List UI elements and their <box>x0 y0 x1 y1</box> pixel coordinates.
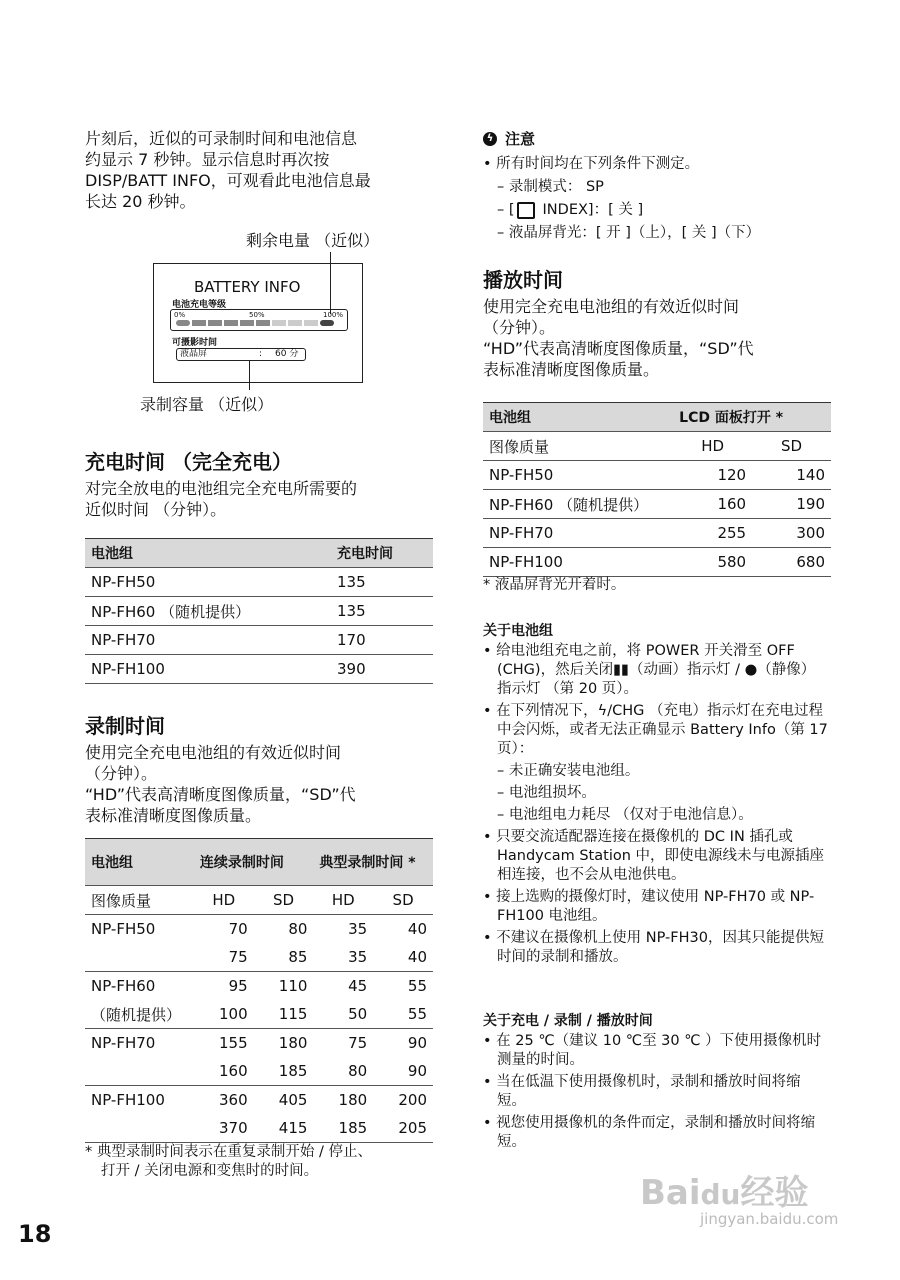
list-item <box>483 199 760 222</box>
quality-cell: 图像质量 <box>85 886 194 915</box>
time-cell: 190 <box>752 490 831 519</box>
col-header: 典型录制时间 * <box>313 839 433 886</box>
about-battery-heading: 关于电池组 <box>483 623 553 639</box>
desc-line: （分钟）。 <box>85 764 158 783</box>
col-header: 电池组 <box>85 539 331 568</box>
table-row <box>483 461 831 490</box>
table-row <box>85 943 433 972</box>
face-index-icon <box>517 202 535 219</box>
time-cell: 115 <box>254 1000 314 1029</box>
battery-cell <box>85 1057 194 1086</box>
list-item: – 液晶屏背光：[ 开 ]（上），[ 关 ]（下） <box>497 225 761 241</box>
caution-title <box>483 128 535 149</box>
desc-line: 使用完全充电电池组的有效近似时间 <box>483 297 740 316</box>
battery-cell: NP-FH100 <box>91 1091 165 1109</box>
time-cell: 180 <box>338 1091 368 1109</box>
time-cell: 405 <box>278 1091 308 1109</box>
charge-time-cell: 135 <box>331 597 433 626</box>
about-times-list <box>483 1032 828 1155</box>
list-item: • 只要交流适配器连接在摄像机的 DC IN 插孔或 Handycam Station 中，即使电源线未与电源插座相连接，也不会从电池供电。 <box>483 829 825 883</box>
playback-desc <box>483 296 754 380</box>
table-row <box>85 1057 433 1086</box>
time-cell: 580 <box>673 548 752 577</box>
desc-line: 近似时间 （分钟）。 <box>85 500 227 519</box>
list-item: – 电池组电力耗尽 （仅对于电池信息）。 <box>497 807 753 823</box>
time-cell: 90 <box>373 1057 433 1086</box>
time-cell: 35 <box>348 920 368 938</box>
battery-cell: （随机提供） <box>85 1000 194 1029</box>
battery-cell: NP-FH60 （随机提供） <box>85 597 331 626</box>
list-item: • 给电池组充电之前，将 POWER 开关滑至 OFF (CHG)，然后关闭▮▮（动画）指示灯 / ●（静像）指示灯 （第 20 页）。 <box>483 643 816 697</box>
desc-line: 表标准清晰度图像质量。 <box>483 360 660 379</box>
time-cell: 180 <box>278 1034 308 1052</box>
charge-segment <box>320 320 334 326</box>
watermark-url: jingyan.baidu.com <box>700 1210 839 1228</box>
time-cell: 50 <box>313 1000 373 1029</box>
page-number: 18 <box>18 1220 52 1248</box>
time-cell: 90 <box>407 1034 427 1052</box>
list-item: • 所有时间均在下列条件下测定。 <box>483 156 700 172</box>
col-header: 电池组 <box>85 839 194 886</box>
quality-cell: HD <box>673 432 752 461</box>
charge-segment <box>240 320 254 326</box>
caution-label: 注意 <box>505 130 536 148</box>
playback-time-table <box>483 402 831 577</box>
col-header: 电池组 <box>483 403 673 432</box>
time-cell: 95 <box>228 977 248 995</box>
list-item: • 在 25 ℃（建议 10 ℃至 30 ℃ ）下使用摄像机时测量的时间。 <box>483 1033 822 1068</box>
battery-cell: NP-FH100 <box>85 655 331 684</box>
desc-line: 对完全放电的电池组完全充电所需要的 <box>85 479 358 498</box>
record-footnote <box>85 1143 372 1181</box>
text: – [ <box>497 202 515 218</box>
time-cell: 35 <box>313 943 373 972</box>
col-header: LCD 面板打开 * <box>673 403 831 432</box>
list-item: • 不建议在摄像机上使用 NP-FH30，因其只能提供短时间的录制和播放。 <box>483 930 824 965</box>
quality-cell: HD <box>313 886 373 915</box>
table-row <box>85 1114 433 1143</box>
charge-segment <box>288 320 302 326</box>
desc-line: （分钟）。 <box>483 318 556 337</box>
time-cell: 40 <box>373 943 433 972</box>
quality-cell: 图像质量 <box>483 432 673 461</box>
tick-100: 100% <box>323 311 344 319</box>
charge-desc <box>85 478 357 520</box>
record-time-table <box>85 838 433 1143</box>
charge-time-table <box>85 538 433 684</box>
list-item: – 录制模式： SP <box>497 179 604 195</box>
charge-segments <box>176 320 334 326</box>
time-cell: 100 <box>194 1000 254 1029</box>
time-cell: 185 <box>313 1114 373 1143</box>
table-row <box>85 597 433 626</box>
playback-footnote: * 液晶屏背光开着时。 <box>483 577 626 593</box>
rec-time-label: 可摄影时间 <box>172 338 218 348</box>
charge-level-bar <box>170 309 348 331</box>
charge-time-cell: 390 <box>331 655 433 684</box>
intro-line: 长达 20 秒钟。 <box>85 192 196 211</box>
charge-time-cell: 170 <box>331 626 433 655</box>
battery-cell <box>85 1114 194 1143</box>
table-row <box>85 915 433 944</box>
table-row <box>85 655 433 684</box>
desc-line: 使用完全充电电池组的有效近似时间 <box>85 743 342 762</box>
desc-line: 表标准清晰度图像质量。 <box>85 806 262 825</box>
label-capacity: 录制容量 （近似） <box>140 395 274 414</box>
callout-line <box>249 360 250 390</box>
battery-info-title: BATTERY INFO <box>194 278 301 296</box>
battery-info-screen <box>153 263 363 383</box>
tick-50: 50% <box>249 311 265 319</box>
charge-level-label: 电池充电等级 <box>172 300 227 310</box>
list-item: – 未正确安装电池组。 <box>497 763 640 779</box>
time-cell: 300 <box>752 519 831 548</box>
time-cell: 160 <box>673 490 752 519</box>
watermark-logo: Baidu经验 <box>640 1173 809 1213</box>
time-cell: 75 <box>348 1034 368 1052</box>
battery-cell: NP-FH50 <box>85 568 331 597</box>
charge-segment <box>256 320 270 326</box>
time-cell: 80 <box>313 1057 373 1086</box>
time-cell: 160 <box>194 1057 254 1086</box>
battery-cell: NP-FH60 <box>91 977 156 995</box>
time-cell: 155 <box>219 1034 248 1052</box>
quality-row <box>85 886 433 915</box>
time-cell: 415 <box>254 1114 314 1143</box>
time-cell: 370 <box>194 1114 254 1143</box>
table-row <box>85 1000 433 1029</box>
battery-cell: NP-FH70 <box>483 519 673 548</box>
time-cell: 680 <box>752 548 831 577</box>
quality-cell: HD <box>194 886 254 915</box>
battery-cell: NP-FH50 <box>91 920 156 938</box>
text: INDEX]：[ 关 ] <box>542 202 644 218</box>
col-header: 连续录制时间 <box>194 839 314 886</box>
table-row <box>85 972 433 1001</box>
charge-segment <box>208 320 222 326</box>
list-item: – 电池组损坏。 <box>497 785 596 801</box>
list-item: • 视您使用摄像机的条件而定，录制和播放时间将缩短。 <box>483 1115 816 1150</box>
about-times-heading: 关于充电 / 录制 / 播放时间 <box>483 1013 653 1029</box>
record-time-heading: 录制时间 <box>85 714 165 738</box>
time-cell: 255 <box>673 519 752 548</box>
lcd-minutes: 60 分 <box>275 349 299 359</box>
record-desc <box>85 742 356 826</box>
charge-time-cell: 135 <box>331 568 433 597</box>
time-cell: 55 <box>373 1000 433 1029</box>
time-cell: 360 <box>219 1091 248 1109</box>
time-cell: 140 <box>752 461 831 490</box>
time-cell: 85 <box>254 943 314 972</box>
table-row <box>483 519 831 548</box>
table-row <box>85 1029 433 1058</box>
time-cell: 205 <box>373 1114 433 1143</box>
time-cell: 55 <box>407 977 427 995</box>
colon: : <box>259 349 263 359</box>
charge-segment <box>224 320 238 326</box>
list-item: • 接上选购的摄像灯时，建议使用 NP-FH70 或 NP-FH100 电池组。 <box>483 889 815 924</box>
charge-segment <box>176 320 190 326</box>
charge-segment <box>304 320 318 326</box>
charge-time-heading: 充电时间 （完全充电） <box>85 450 292 474</box>
time-cell: 120 <box>673 461 752 490</box>
table-row <box>85 626 433 655</box>
label-remaining: 剩余电量 （近似） <box>246 231 380 250</box>
intro-line: 约显示 7 秒钟。显示信息时再次按 <box>85 150 330 169</box>
charge-segment <box>272 320 286 326</box>
table-row <box>483 490 831 519</box>
intro-paragraph <box>85 128 435 212</box>
time-cell: 110 <box>278 977 308 995</box>
quality-row <box>483 432 831 461</box>
battery-cell: NP-FH70 <box>91 1034 156 1052</box>
desc-line: “HD”代表高清晰度图像质量，“SD”代 <box>483 339 754 358</box>
battery-cell: NP-FH70 <box>85 626 331 655</box>
battery-cell: NP-FH100 <box>483 548 673 577</box>
tick-0: 0% <box>174 311 186 319</box>
time-cell: 45 <box>348 977 368 995</box>
caution-icon: ϟ <box>483 132 497 146</box>
time-cell: 185 <box>254 1057 314 1086</box>
list-item: • 当在低温下使用摄像机时，录制和播放时间将缩短。 <box>483 1074 801 1109</box>
intro-line: 片刻后，近似的可录制时间和电池信息 <box>85 129 358 148</box>
table-row <box>85 1086 433 1115</box>
time-cell: 200 <box>398 1091 427 1109</box>
lcd-time-box <box>176 348 306 361</box>
time-cell: 40 <box>407 920 427 938</box>
battery-cell: NP-FH50 <box>483 461 673 490</box>
playback-time-heading: 播放时间 <box>483 268 563 292</box>
note-line: 打开 / 关闭电源和变焦时的时间。 <box>101 1163 319 1179</box>
about-battery-list <box>483 642 828 970</box>
intro-line: DISP/BATT INFO，可观看此电池信息最 <box>85 171 371 190</box>
battery-cell <box>85 943 194 972</box>
note-line: * 典型录制时间表示在重复录制开始 / 停止、 <box>85 1144 372 1160</box>
list-item: • 在下列情况下，ϟ/CHG （充电）指示灯在充电过程中会闪烁，或者无法正确显示 Battery Info（第 17 页）： <box>483 703 828 757</box>
table-row <box>85 568 433 597</box>
col-header: 充电时间 <box>331 539 433 568</box>
time-cell: 80 <box>288 920 308 938</box>
lcd-label: 液晶屏 <box>180 349 208 359</box>
desc-line: “HD”代表高清晰度图像质量，“SD”代 <box>85 785 356 804</box>
time-cell: 70 <box>228 920 248 938</box>
quality-cell: SD <box>254 886 314 915</box>
quality-cell: SD <box>752 432 831 461</box>
caution-list <box>483 153 760 245</box>
time-cell: 75 <box>194 943 254 972</box>
battery-cell: NP-FH60 （随机提供） <box>483 490 673 519</box>
charge-segment <box>192 320 206 326</box>
quality-cell: SD <box>373 886 433 915</box>
